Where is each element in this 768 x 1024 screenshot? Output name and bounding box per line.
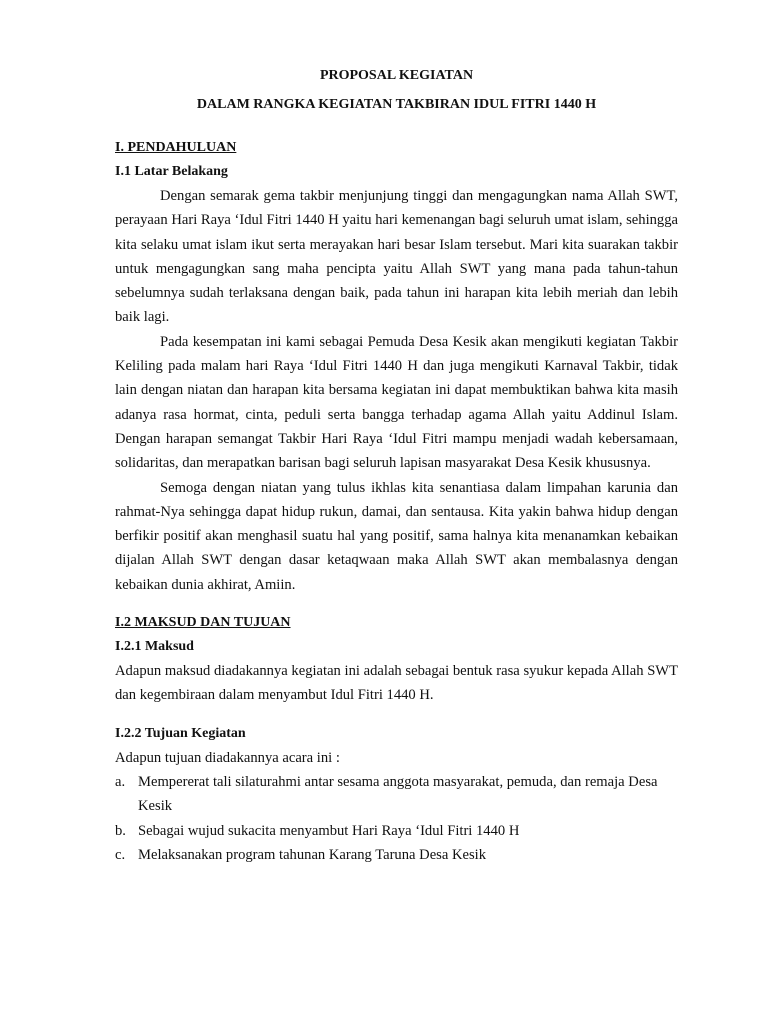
list-item bbox=[115, 770, 678, 819]
list-item-text: Sebagai wujud sukacita menyambut Hari Raya ‘Idul Fitri 1440 H bbox=[138, 822, 520, 839]
sub-heading-latar-belakang: I.1 Latar Belakang bbox=[115, 164, 228, 179]
list-marker: b. bbox=[115, 822, 126, 839]
sub-heading-maksud: I.2.1 Maksud bbox=[115, 639, 194, 655]
paragraph-latar-belakang-3: Semoga dengan niatan yang tulus ikhlas kita senantiasa dalam limpahan karunia dan rahmat-Nya sehingga dapat hidup rukun, damai, dan sentausa. Kita yakin bahwa hidup dengan berfikir positif akan menghasil suatu hal yang positif, sama halnya kita menanamkan kebaikan dijalan Allah SWT dengan dasar ketaqwaan maka Allah SWT akan membalasnya dengan kebaikan dunia akhirat, Amiin. bbox=[115, 479, 678, 593]
sub-heading-tujuan: I.2.2 Tujuan Kegiatan bbox=[115, 725, 246, 741]
paragraph-maksud: Adapun maksud diadakannya kegiatan ini adalah sebagai bentuk rasa syukur kepada Allah SWT dan kegembiraan dalam menyambut Idul Fitri 1440 H. bbox=[115, 663, 678, 704]
paragraph-latar-belakang-1: Dengan semarak gema takbir menjunjung tinggi dan mengagungkan nama Allah SWT, perayaan Hari Raya ‘Idul Fitri 1440 H yaitu hari kemenangan bagi seluruh umat islam, sehingga kita selaku umat islam ikut serta merayakan hari besar Islam tersebut. Mari kita suarakan takbir untuk mengagungkan sang maha pencipta yaitu Allah SWT yang mana pada tahun-tahun sebelumnya sudah terlaksana dengan baik, pada tahun ini harapan kita lebih meriah dan lebih baik lagi. bbox=[115, 188, 678, 326]
list-marker: c. bbox=[115, 846, 126, 863]
spacer bbox=[115, 597, 678, 611]
section-heading-pendahuluan: I. PENDAHULUAN bbox=[115, 140, 237, 155]
list-item bbox=[115, 843, 678, 867]
tujuan-list bbox=[115, 770, 678, 867]
list-marker: a. bbox=[115, 773, 126, 790]
tujuan-intro: Adapun tujuan diadakannya acara ini : bbox=[115, 749, 340, 766]
document-body bbox=[115, 66, 678, 867]
list-item-text: Mempererat tali silaturahmi antar sesama anggota masyarakat, pemuda, dan remaja Desa Kesik bbox=[138, 773, 658, 815]
list-item bbox=[115, 819, 678, 843]
spacer bbox=[115, 708, 678, 722]
list-item-text: Melaksanakan program tahunan Karang Taruna Desa Kesik bbox=[138, 846, 487, 863]
paragraph-latar-belakang-2: Pada kesempatan ini kami sebagai Pemuda Desa Kesik akan mengikuti kegiatan Takbir Keliling pada malam hari Raya ‘Idul Fitri 1440 H dan juga mengikuti Karnaval Takbir, tidak lain dengan niatan dan harapan kita bersama kegiatan ini dapat membuktikan bahwa kita masih adanya rasa hormat, cinta, peduli serta bangga terhadap agama Allah yaitu Addinul Islam. Dengan harapan semangat Takbir Hari Raya ‘Idul Fitri mampu menjadi wadah kebersamaan, solidaritas, dan merapatkan barisan bagi seluruh lapisan masyarakat Desa Kesik khususnya. bbox=[115, 333, 678, 472]
section-heading-maksud-tujuan: I.2 MAKSUD DAN TUJUAN bbox=[115, 615, 291, 631]
document-subtitle: DALAM RANGKA KEGIATAN TAKBIRAN IDUL FITRI 1440 H bbox=[196, 97, 597, 112]
document-title: PROPOSAL KEGIATAN bbox=[319, 68, 474, 83]
